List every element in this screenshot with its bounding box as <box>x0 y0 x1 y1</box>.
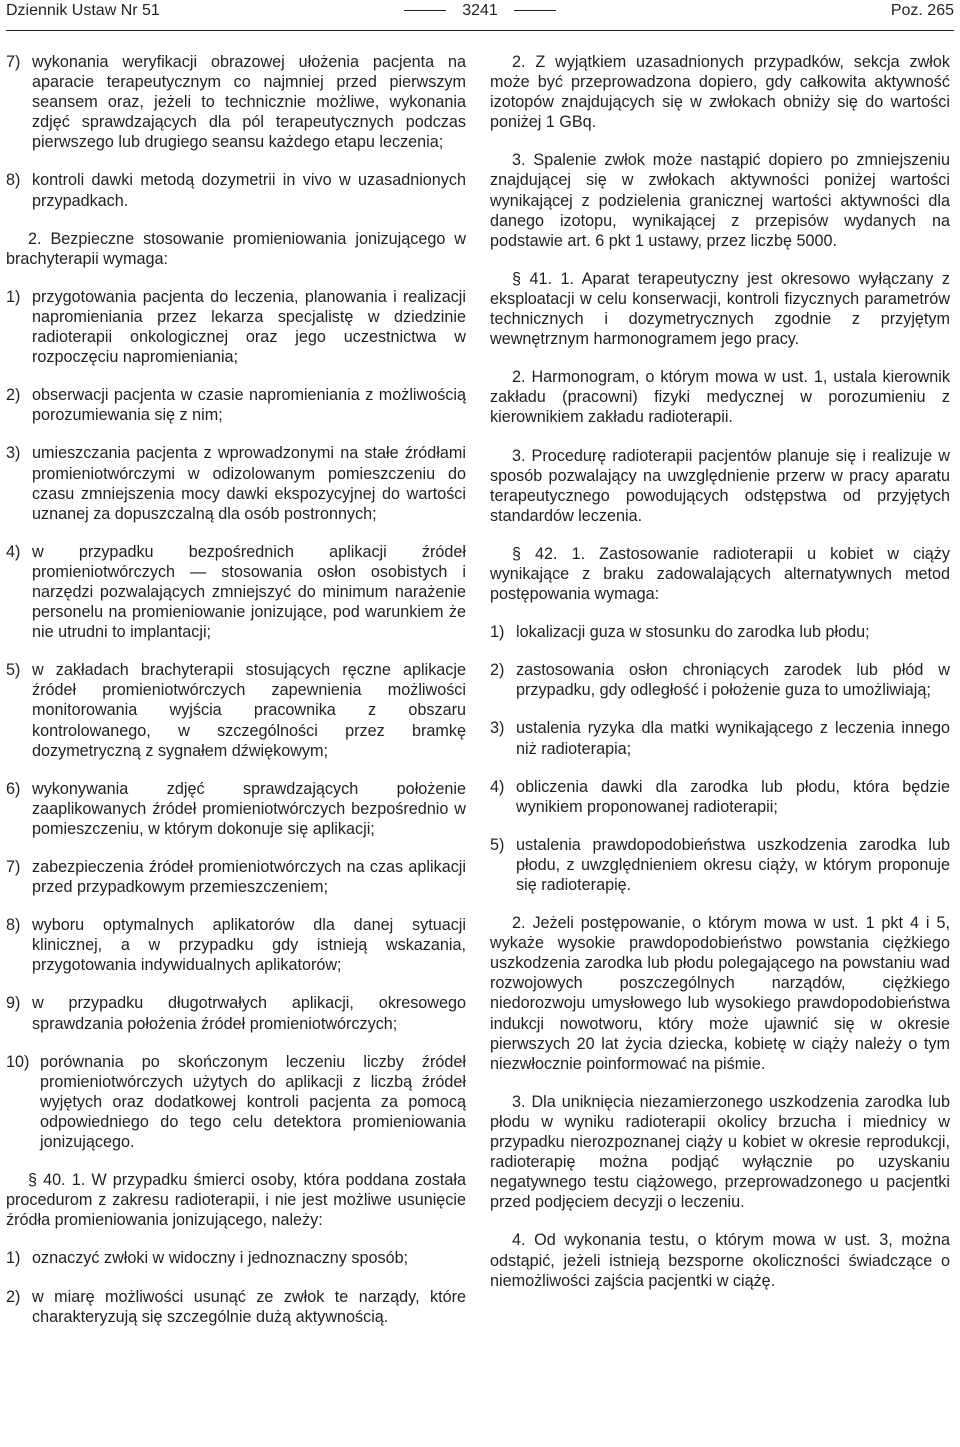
list-item <box>6 170 466 210</box>
page-header <box>6 0 954 22</box>
item-text: obserwacji pacjenta w czasie napromieniania z możliwością porozumiewania się z nim; <box>32 386 466 425</box>
list-item <box>6 660 466 760</box>
item-text: zastosowania osłon chroniących zarodek lub płód w przypadku, gdy odległość i położenie guza to umożliwiają; <box>516 661 950 700</box>
item-text: w miarę możliwości usunąć ze zwłok te narządy, które charakteryzują się szczególnie dużą aktywnością. <box>32 1287 466 1326</box>
page-number: 3241 <box>462 2 498 19</box>
item-number: 2) <box>6 386 21 405</box>
item-number: 10) <box>6 1052 30 1071</box>
list-item <box>6 287 466 367</box>
item-number: 6) <box>6 779 21 798</box>
paragraph-42-3: 3. Dla uniknięcia niezamierzonego uszkodzenia zarodka lub płodu w wyniku radioterapii okolicy brzucha i miednicy w przypadku nierozpoznanej ciąży u kobiet w okresie reprodukcji, radioterapię można podjąć wyłącznie po uzyskaniu negatywnego testu ciążowego, przeprowadzonego u pacjentki przed podjęciem decyzji o leczeniu. <box>490 1092 950 1212</box>
list-item <box>6 542 466 642</box>
paragraph-40-2: 2. Z wyjątkiem uzasadnionych przypadków, sekcja zwłok może być przeprowadzona dopiero, gdy całkowita aktywność izotopów znajdujących się w zwłokach obniży się do wartości poniżej 1 GBq. <box>490 53 950 132</box>
item-text: w przypadku długotrwałych aplikacji, okresowego sprawdzania położenia źródeł promieniotwórczych; <box>32 994 466 1033</box>
item-number: 1) <box>6 287 21 306</box>
item-number: 7) <box>6 858 21 876</box>
list-item <box>6 443 466 523</box>
paragraph-42-2: 2. Jeżeli postępowanie, o którym mowa w ust. 1 pkt 4 i 5, wykaże wysokie prawdopodobieństwo powstania ciężkiego uszkodzenia zarodka lub płodu polegającego na powstaniu wad rozwojowych poszczególnych narządów, ciężkiego niedorozwoju umysłowego lub wysokiego prawdopodobieństwa indukcji nowotworu, który może ujawnić się w okresie pierwszych 20 lat życia dziecka, kobietę w ciąży należy o tym niezwłocznie poinformować na piśmie. <box>490 914 950 1073</box>
item-text: w przypadku bezpośrednich aplikacji źródeł promieniotwórczych — stosowania osłon osobistych i narzędzi pozwalających zmniejszyć do minimum narażenie personelu na promieniowanie jonizujące, pod warunkiem że nie utrudni to implantacji; <box>32 542 466 642</box>
item-number: 4) <box>490 777 505 796</box>
section-41-1: § 41. 1. Aparat terapeutyczny jest okresowo wyłączany z eksploatacji w celu konserwacji, kontroli fizycznych parametrów technicznych i dozymetrycznych zgodnie z przyjętym wewnętrznym harmonogramem jego pracy. <box>490 269 950 349</box>
item-text: oznaczyć zwłoki w widoczny i jednoznaczny sposób; <box>32 1249 409 1268</box>
item-text: lokalizacji guza w stosunku do zarodka lub płodu; <box>516 623 870 642</box>
paragraph-40-3: 3. Spalenie zwłok może nastąpić dopiero po zmniejszeniu znajdującej się w zwłokach aktywności poniżej wartości wynikającej z podzielenia granicznej wartości aktywności dla danego izotopu, wynikającej z przepisów wydanych na podstawie art. 6 pkt 1 ustawy, przez liczbę 5000. <box>490 151 950 250</box>
paragraph-2: 2. Bezpieczne stosowanie promieniowania jonizującego w brachyterapii wymaga: <box>6 229 466 268</box>
item-number: 3) <box>6 444 21 463</box>
position-number: Poz. 265 <box>890 2 954 19</box>
list-item <box>6 52 466 152</box>
item-number: 3) <box>490 719 505 738</box>
item-text: w zakładach brachyterapii stosujących ręczne aplikacje źródeł promieniotwórczych zapewnienia możliwości monitorowania wyjścia pracownika z obszaru kontrolowanego, w szczególności przez bramkę dozymetryczną z sygnałem dźwiękowym; <box>32 661 466 760</box>
item-text: ustalenia ryzyka dla matki wynikającego z leczenia innego niż radioterapia; <box>516 719 950 758</box>
list-item <box>6 1287 466 1327</box>
list-item <box>6 385 466 425</box>
item-number: 2) <box>490 661 505 680</box>
paragraph-41-3: 3. Procedurę radioterapii pacjentów planuje się i realizuje w sposób pozwalający na uwzględnienie przerw w pracy aparatu terapeutycznego powodujących odstępstwa od przyjętych standardów leczenia. <box>490 446 950 525</box>
item-number: 4) <box>6 542 21 561</box>
list-item <box>490 622 950 642</box>
item-text: umieszczania pacjenta z wprowadzonymi na stałe źródłami promieniotwórczymi w odizolowanym pomieszczeniu do czasu zmniejszenia mocy dawki ekspozycyjnej do wartości uznanej za dopuszczalną dla osób postronnych; <box>32 444 466 523</box>
journal-title: Dziennik Ustaw Nr 51 <box>6 2 160 19</box>
item-text: kontroli dawki metodą dozymetrii in vivo w uzasadnionych przypadkach. <box>32 171 466 210</box>
right-column <box>490 52 950 1309</box>
left-column <box>6 52 466 1345</box>
item-number: 9) <box>6 994 21 1013</box>
item-number: 1) <box>490 623 505 642</box>
item-number: 5) <box>490 835 505 854</box>
item-number: 8) <box>6 916 21 935</box>
page-number-line <box>6 0 954 22</box>
list-item <box>6 993 466 1033</box>
paragraph-42-4: 4. Od wykonania testu, o którym mowa w ust. 3, można odstąpić, jeżeli istnieją bezsporne okoliczności świadczące o niemożliwości zajścia pacjentki w ciążę. <box>490 1231 950 1290</box>
section-40: § 40. 1. W przypadku śmierci osoby, która poddana została procedurom z zakresu radioterapii, i nie jest możliwe usunięcie źródła promieniowania jonizującego, należy: <box>6 1171 466 1230</box>
item-number: 5) <box>6 661 21 680</box>
dash-right <box>514 10 556 11</box>
paragraph-41-2: 2. Harmonogram, o którym mowa w ust. 1, ustala kierownik zakładu (pracowni) fizyki medycznej w porozumieniu z kierownikiem zakładu radioterapii. <box>490 368 950 427</box>
item-text: wyboru optymalnych aplikatorów dla danej sytuacji klinicznej, a w przypadku gdy istnieją wskazania, przygotowania indywidualnych aplikatorów; <box>32 916 466 975</box>
list-item <box>6 915 466 975</box>
list-item <box>490 660 950 700</box>
item-number: 8) <box>6 171 21 190</box>
item-text: przygotowania pacjenta do leczenia, planowania i realizacji napromieniania przez lekarza specjalistę w dziedzinie radioterapii onkologicznej oraz jego uczestnictwa w rozpoczęciu napromieniania; <box>32 287 466 367</box>
list-item <box>490 718 950 758</box>
item-text: wykonania weryfikacji obrazowej ułożenia pacjenta na aparacie terapeutycznym co najmniej przed pierwszym seansem oraz, jeżeli to technicznie możliwe, wykonania zdjęć sprawdzających dla pól terapeutycznych podczas pierwszego lub drugiego seansu każdego etapu leczenia; <box>32 53 466 152</box>
list-item <box>6 1248 466 1268</box>
list-item <box>490 777 950 817</box>
item-text: ustalenia prawdopodobieństwa uszkodzenia zarodka lub płodu, z uwzględnieniem okresu ciąży, w którym proponuje się radioterapię. <box>516 835 950 894</box>
section-42-1: § 42. 1. Zastosowanie radioterapii u kobiet w ciąży wynikające z braku zadowalających alternatywnych metod postępowania wymaga: <box>490 544 950 604</box>
item-text: obliczenia dawki dla zarodka lub płodu, która będzie wynikiem proponowanej radioterapii; <box>516 777 950 816</box>
header-rule <box>6 30 954 31</box>
list-item <box>6 857 466 897</box>
list-item <box>6 1052 466 1152</box>
dash-left <box>404 10 446 11</box>
list-item <box>6 779 466 839</box>
list-item <box>490 835 950 895</box>
item-text: wykonywania zdjęć sprawdzających położenie zaaplikowanych źródeł promieniotwórczych bezpośrednio w pomieszczeniu, w którym dokonuje się aplikacji; <box>32 779 466 838</box>
item-number: 2) <box>6 1287 21 1306</box>
item-text: porównania po skończonym leczeniu liczby źródeł promieniotwórczych użytych do aplikacji z liczbą źródeł wyjętych oraz dodatkowej kontroli pacjenta za pomocą odpowiedniego do tego celu detektora promieniowania jonizującego. <box>40 1052 466 1152</box>
item-text: zabezpieczenia źródeł promieniotwórczych na czas aplikacji przed przypadkowym przemieszczeniem; <box>32 858 466 897</box>
item-number: 7) <box>6 53 21 71</box>
item-number: 1) <box>6 1249 21 1268</box>
